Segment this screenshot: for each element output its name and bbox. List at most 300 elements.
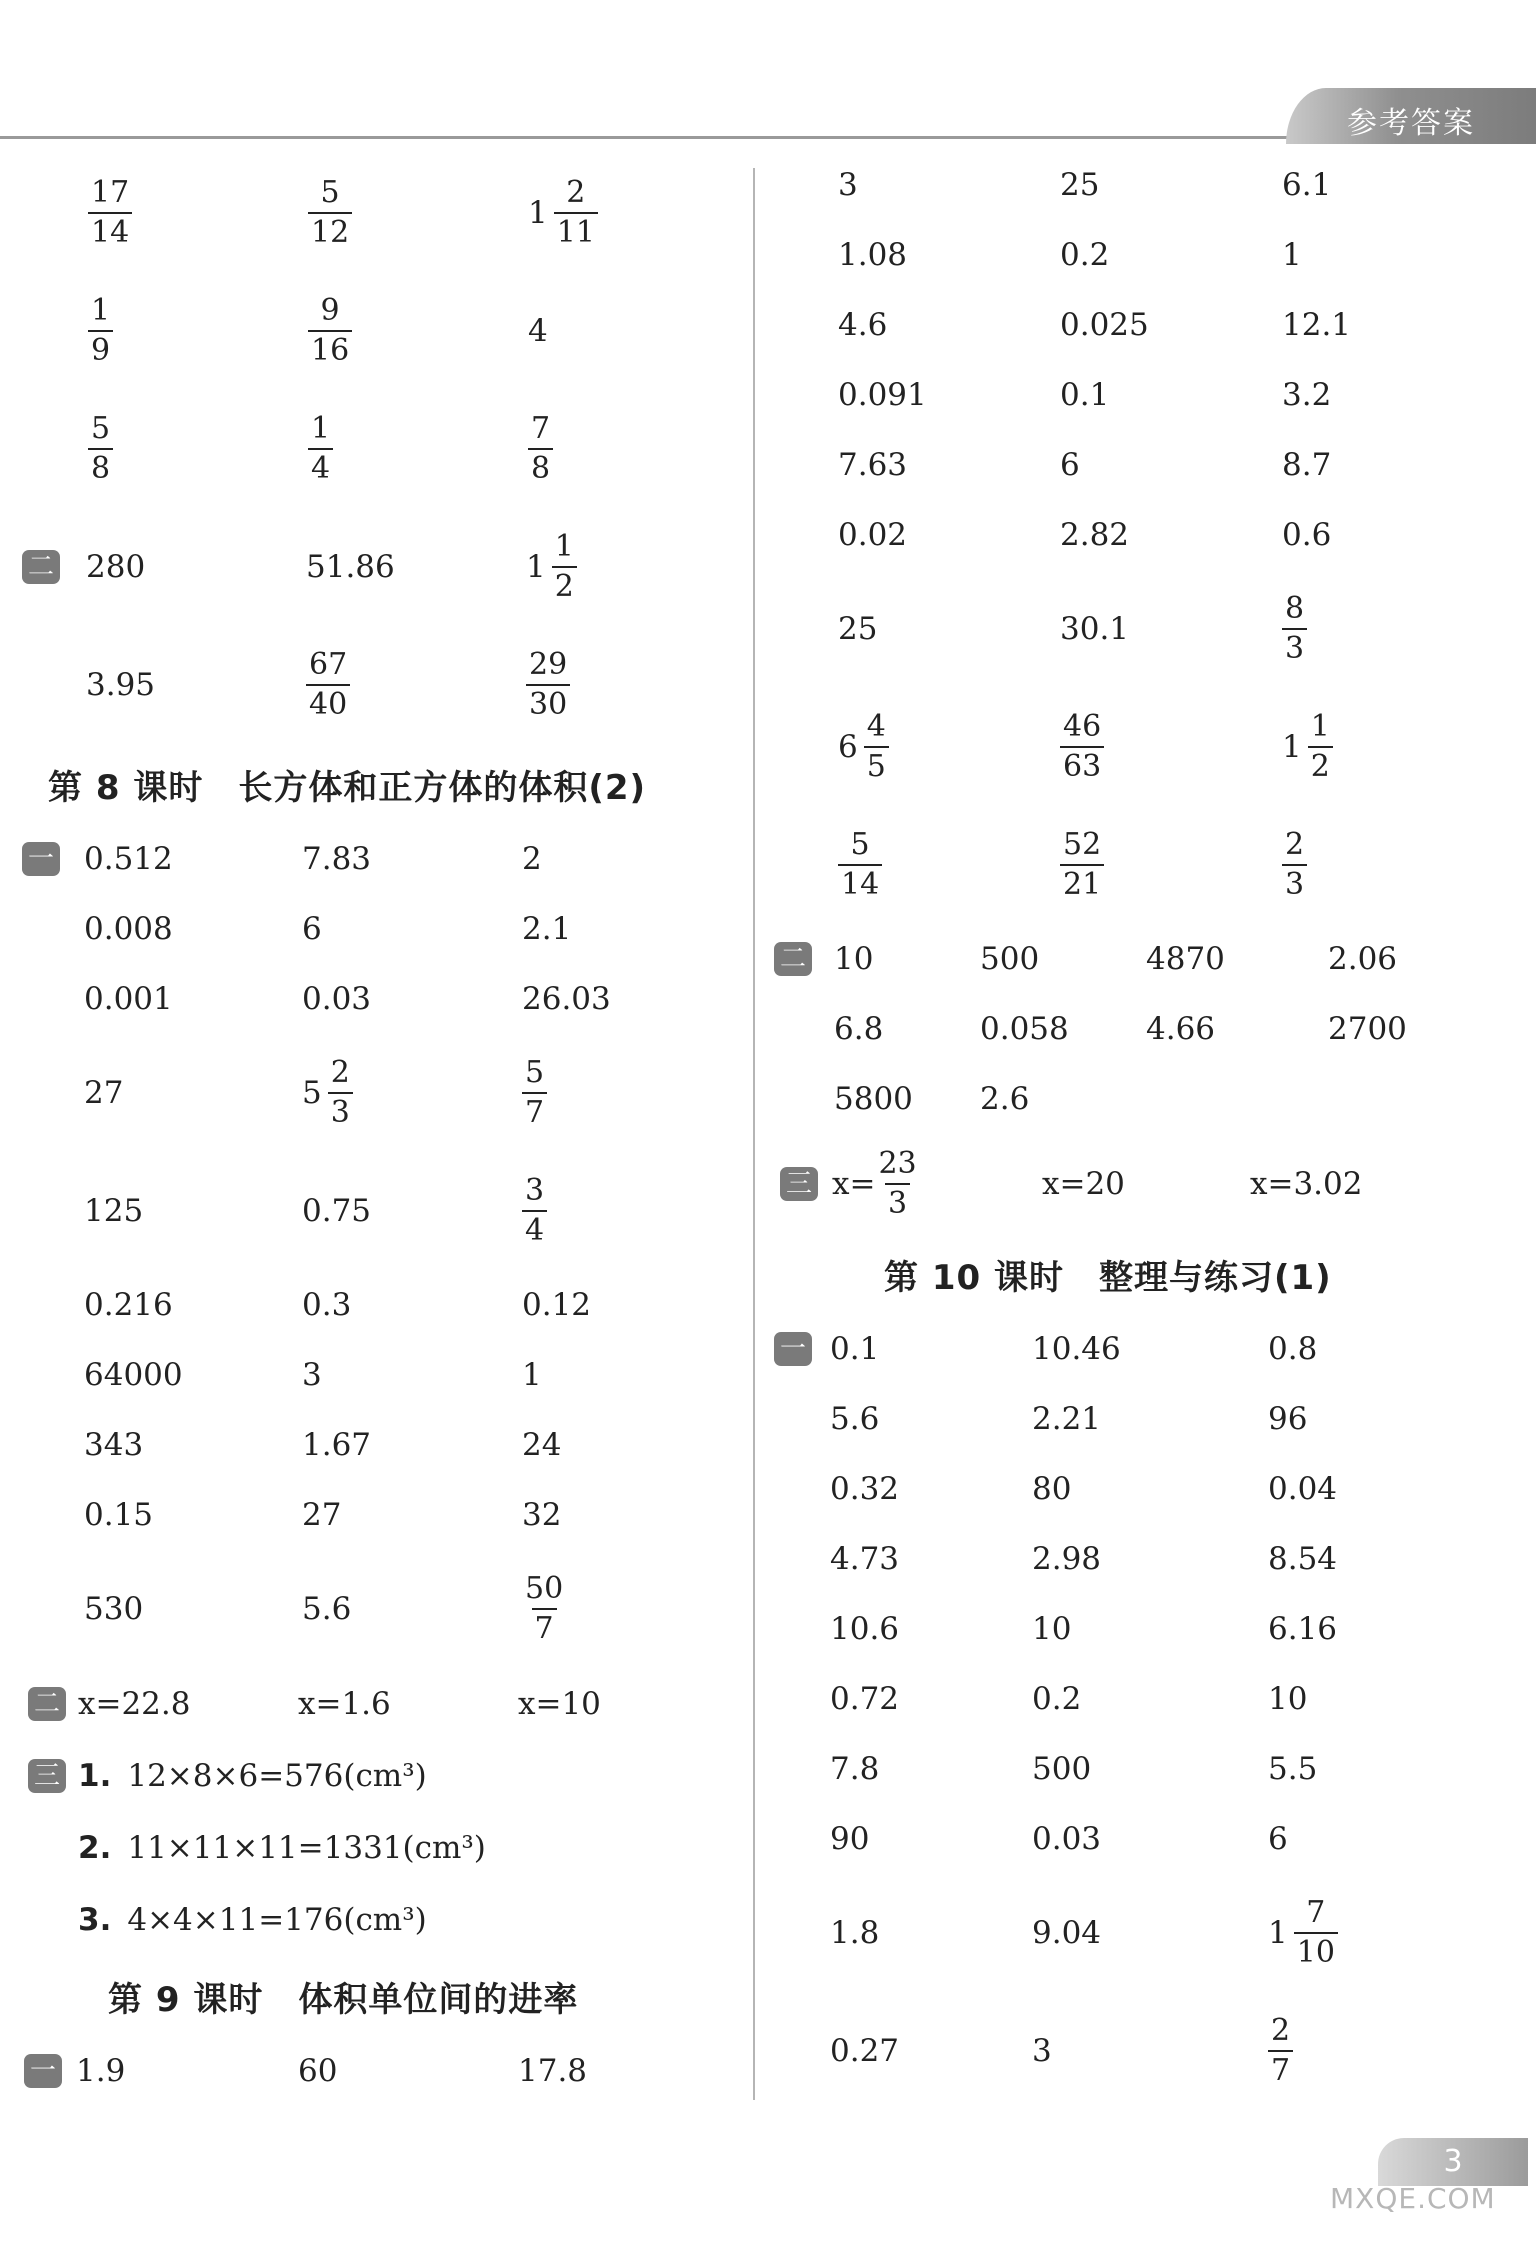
fraction-answer bbox=[306, 647, 350, 722]
answer-cell bbox=[306, 626, 350, 744]
denominator: 14 bbox=[838, 864, 882, 900]
right-part-three bbox=[780, 1134, 1510, 1234]
answer-row bbox=[780, 1734, 1510, 1804]
answer-cell bbox=[838, 688, 889, 806]
fraction bbox=[522, 1173, 547, 1248]
answer-cell bbox=[528, 390, 553, 508]
numerator: 67 bbox=[309, 647, 348, 682]
answer-cell bbox=[84, 1550, 143, 1668]
numerator: 9 bbox=[320, 293, 340, 328]
denominator: 12 bbox=[308, 212, 352, 248]
answer-value: 1.8 bbox=[830, 1915, 880, 1951]
lesson-8-title: 第 8 课时 长方体和正方体的体积(2) bbox=[48, 767, 647, 808]
answer-row bbox=[28, 154, 738, 272]
denominator: 8 bbox=[528, 448, 553, 484]
answer-cell bbox=[838, 500, 907, 570]
fraction bbox=[328, 1055, 353, 1130]
answer-row bbox=[780, 360, 1510, 430]
column-divider bbox=[753, 168, 755, 2100]
answer-row bbox=[28, 1550, 738, 1668]
whole-part: 1 bbox=[528, 195, 548, 231]
right-column bbox=[780, 150, 1510, 2110]
answer-cell bbox=[302, 1340, 322, 1410]
mixed-number bbox=[528, 175, 598, 250]
answer-value: 0.001 bbox=[84, 981, 173, 1017]
denominator: 16 bbox=[308, 330, 352, 366]
denominator: 7 bbox=[522, 1092, 547, 1128]
fraction bbox=[308, 293, 352, 368]
answer-cell bbox=[84, 1340, 183, 1410]
denominator: 11 bbox=[554, 212, 598, 248]
answer-value: 6.8 bbox=[834, 1011, 884, 1047]
equation-answer: x=20 bbox=[1042, 1166, 1125, 1202]
fraction bbox=[838, 827, 882, 902]
answer-value: 0.72 bbox=[830, 1681, 900, 1717]
answer-key-tab bbox=[1286, 88, 1536, 144]
answer-value: 1 bbox=[522, 1357, 542, 1393]
answer-cell bbox=[830, 1384, 879, 1454]
solution-text: 12×8×6=576(cm³) bbox=[127, 1758, 427, 1794]
answer-value: 4.6 bbox=[838, 307, 888, 343]
answer-cell bbox=[838, 806, 882, 924]
numerator: 7 bbox=[531, 411, 551, 446]
right-part-two bbox=[780, 924, 1510, 1134]
answer-cell bbox=[1268, 1804, 1288, 1874]
answer-value: 0.6 bbox=[1282, 517, 1332, 553]
answer-cell bbox=[980, 924, 1039, 994]
answer-cell bbox=[838, 570, 877, 688]
fraction bbox=[864, 709, 889, 784]
answer-value: 0.03 bbox=[302, 981, 372, 1017]
answer-value: 3 bbox=[838, 167, 858, 203]
fraction bbox=[528, 411, 553, 486]
denominator: 8 bbox=[88, 448, 113, 484]
answer-row bbox=[28, 1410, 738, 1480]
answer-cell bbox=[838, 150, 858, 220]
mixed-number bbox=[1268, 1895, 1338, 1970]
fraction bbox=[552, 529, 577, 604]
answer-cell bbox=[522, 1152, 547, 1270]
answer-cell bbox=[1282, 500, 1331, 570]
numerator: 2 bbox=[566, 175, 586, 210]
answer-row bbox=[780, 1064, 1510, 1134]
answer-row bbox=[780, 806, 1510, 924]
numerator: 29 bbox=[529, 647, 568, 682]
mixed-number bbox=[838, 709, 889, 784]
answer-cell bbox=[838, 360, 927, 430]
answer-value: 0.2 bbox=[1032, 1681, 1082, 1717]
lesson-9-title: 第 9 课时 体积单位间的进率 bbox=[108, 1979, 579, 2020]
lesson-9-part-one bbox=[28, 2036, 738, 2106]
answer-row bbox=[780, 994, 1510, 1064]
numerator: 5 bbox=[320, 175, 340, 210]
answer-value: 0.12 bbox=[522, 1287, 592, 1323]
denominator: 2 bbox=[1308, 746, 1333, 782]
numerator: 2 bbox=[1285, 827, 1305, 862]
answer-value: 26.03 bbox=[522, 981, 611, 1017]
answer-row bbox=[780, 290, 1510, 360]
denominator: 14 bbox=[88, 212, 132, 248]
answer-row bbox=[28, 1152, 738, 1270]
answer-row bbox=[780, 570, 1510, 688]
answer-row bbox=[780, 1804, 1510, 1874]
answer-row bbox=[28, 1034, 738, 1152]
fraction-answer bbox=[1268, 2013, 1293, 2088]
answer-value: 530 bbox=[84, 1591, 144, 1627]
answer-cell bbox=[1060, 688, 1104, 806]
answer-value: 10 bbox=[1032, 1611, 1072, 1647]
answer-row bbox=[780, 1524, 1510, 1594]
answer-cell bbox=[88, 272, 113, 390]
fraction bbox=[306, 647, 350, 722]
solution-expression bbox=[78, 1884, 427, 1956]
answer-cell bbox=[838, 220, 907, 290]
fraction-answer bbox=[88, 411, 113, 486]
solution-line bbox=[28, 1812, 738, 1884]
answer-value: 2.6 bbox=[980, 1081, 1030, 1117]
answer-cell bbox=[522, 1480, 561, 1550]
answer-value: 343 bbox=[84, 1427, 144, 1463]
answer-cell bbox=[1032, 1594, 1071, 1664]
fraction-answer bbox=[522, 1055, 547, 1130]
answer-cell bbox=[84, 894, 173, 964]
whole-part: 1 bbox=[1282, 729, 1302, 765]
answer-cell bbox=[980, 1064, 1029, 1134]
answer-cell bbox=[1268, 1594, 1337, 1664]
answer-value: 0.025 bbox=[1060, 307, 1149, 343]
answer-row bbox=[780, 1992, 1510, 2110]
answer-cell bbox=[1268, 1454, 1337, 1524]
answer-value: 5.6 bbox=[302, 1591, 352, 1627]
answer-row bbox=[780, 1454, 1510, 1524]
answer-cell bbox=[522, 824, 542, 894]
answer-value: 0.091 bbox=[838, 377, 927, 413]
page-header bbox=[0, 0, 1536, 145]
denominator: 3 bbox=[1282, 628, 1307, 664]
denominator: 21 bbox=[1060, 864, 1104, 900]
solution-expression bbox=[78, 1812, 486, 1884]
fraction bbox=[88, 175, 132, 250]
part-badge: 二 bbox=[774, 942, 812, 976]
numerator: 5 bbox=[91, 411, 111, 446]
answer-cell bbox=[1268, 1524, 1337, 1594]
answer-cell bbox=[980, 994, 1069, 1064]
whole-part: 1 bbox=[1268, 1915, 1288, 1951]
fraction bbox=[1060, 827, 1104, 902]
fraction-answer bbox=[1060, 709, 1104, 784]
answer-cell bbox=[1268, 1384, 1307, 1454]
answer-cell bbox=[1328, 924, 1397, 994]
denominator: 2 bbox=[552, 566, 577, 602]
answer-value: 0.2 bbox=[1060, 237, 1110, 273]
answer-cell bbox=[830, 1524, 899, 1594]
lesson-8-part-one bbox=[28, 824, 738, 1668]
answer-row bbox=[780, 1384, 1510, 1454]
fraction bbox=[88, 411, 113, 486]
equation-answer: x=10 bbox=[518, 1686, 601, 1722]
answer-value: 5800 bbox=[834, 1081, 913, 1117]
fraction-answer bbox=[526, 647, 570, 722]
answer-row bbox=[28, 1340, 738, 1410]
answer-value: 25 bbox=[838, 611, 878, 647]
answer-value: 6.1 bbox=[1282, 167, 1332, 203]
answer-value: 0.1 bbox=[1060, 377, 1110, 413]
answer-cell bbox=[302, 1270, 351, 1340]
denominator: 9 bbox=[88, 330, 113, 366]
mixed-number bbox=[1282, 709, 1333, 784]
answer-cell bbox=[86, 626, 155, 744]
answer-cell bbox=[88, 390, 113, 508]
part-badge: 一 bbox=[774, 1332, 812, 1366]
denominator: 7 bbox=[1268, 2050, 1293, 2086]
answer-cell bbox=[522, 1270, 591, 1340]
answer-cell bbox=[1032, 1664, 1081, 1734]
mixed-number bbox=[302, 1055, 353, 1130]
equation-lhs: x= bbox=[832, 1166, 876, 1202]
whole-part: 1 bbox=[526, 549, 546, 585]
whole-part: 6 bbox=[838, 729, 858, 765]
answer-value: 24 bbox=[522, 1427, 562, 1463]
fraction bbox=[308, 411, 333, 486]
answer-value: 4.66 bbox=[1146, 1011, 1216, 1047]
answer-cell bbox=[84, 1270, 173, 1340]
answer-value: 2.98 bbox=[1032, 1541, 1102, 1577]
answer-cell bbox=[302, 824, 371, 894]
answer-cell bbox=[528, 154, 598, 272]
fraction-answer bbox=[308, 293, 352, 368]
answer-cell bbox=[84, 1152, 143, 1270]
fraction bbox=[875, 1146, 919, 1221]
equation-answer: x=22.8 bbox=[78, 1686, 191, 1722]
numerator: 7 bbox=[1306, 1895, 1326, 1930]
answer-row bbox=[28, 508, 738, 626]
answer-value: 0.32 bbox=[830, 1471, 900, 1507]
answer-value: 2.21 bbox=[1032, 1401, 1102, 1437]
lesson-10-part-one bbox=[780, 1314, 1510, 2110]
denominator: 3 bbox=[1282, 864, 1307, 900]
numerator: 8 bbox=[1285, 591, 1305, 626]
numerator: 2 bbox=[1271, 2013, 1291, 2048]
answer-cell bbox=[1146, 994, 1215, 1064]
watermark: MXQE.COM bbox=[1330, 2182, 1496, 2215]
answer-value: 10.6 bbox=[830, 1611, 900, 1647]
answer-value: 1.67 bbox=[302, 1427, 372, 1463]
answer-cell bbox=[1282, 570, 1307, 688]
denominator: 4 bbox=[522, 1210, 547, 1246]
answer-cell bbox=[830, 1734, 879, 1804]
answer-cell bbox=[830, 1594, 899, 1664]
answer-value: 125 bbox=[84, 1193, 144, 1229]
answer-value: 27 bbox=[302, 1497, 342, 1533]
answer-cell bbox=[834, 1064, 913, 1134]
answer-value: 10.46 bbox=[1032, 1331, 1121, 1367]
answer-row bbox=[780, 688, 1510, 806]
lesson-8-part-two bbox=[28, 1668, 738, 1740]
answer-cell bbox=[1268, 1874, 1338, 1992]
answer-cell bbox=[1060, 806, 1104, 924]
answer-value: 30.1 bbox=[1060, 611, 1130, 647]
mixed-number bbox=[526, 529, 577, 604]
answer-value: 0.8 bbox=[1268, 1331, 1318, 1367]
part-badge: 一 bbox=[22, 842, 60, 876]
answer-row bbox=[28, 964, 738, 1034]
left-part-two bbox=[28, 508, 738, 744]
answer-value: 25 bbox=[1060, 167, 1100, 203]
fraction bbox=[526, 647, 570, 722]
answer-value: 10 bbox=[834, 941, 874, 977]
denominator: 30 bbox=[526, 684, 570, 720]
answer-row bbox=[780, 1314, 1510, 1384]
answer-value: 500 bbox=[980, 941, 1040, 977]
denominator: 40 bbox=[306, 684, 350, 720]
fraction bbox=[522, 1055, 547, 1130]
answer-value: 5.6 bbox=[830, 1401, 880, 1437]
denominator: 3 bbox=[885, 1183, 910, 1219]
answer-cell bbox=[1032, 1874, 1101, 1992]
answer-value: 1.9 bbox=[76, 2053, 126, 2089]
answer-row bbox=[780, 1594, 1510, 1664]
fraction-answer bbox=[838, 827, 882, 902]
answer-cell bbox=[86, 508, 145, 626]
denominator: 3 bbox=[328, 1092, 353, 1128]
answer-value: 8.54 bbox=[1268, 1541, 1338, 1577]
numerator: 52 bbox=[1063, 827, 1102, 862]
numerator: 17 bbox=[91, 175, 130, 210]
answer-cell bbox=[830, 1804, 869, 1874]
answer-value: 6 bbox=[302, 911, 322, 947]
answer-cell bbox=[1146, 924, 1225, 994]
answer-cell bbox=[1282, 290, 1351, 360]
fraction bbox=[554, 175, 598, 250]
answer-value: 7.83 bbox=[302, 841, 372, 877]
answer-cell bbox=[522, 1340, 542, 1410]
answer-value: 0.15 bbox=[84, 1497, 154, 1533]
answer-cell bbox=[1060, 220, 1109, 290]
answer-value: 0.02 bbox=[838, 517, 908, 553]
lesson-10-title: 第 10 课时 整理与练习(1) bbox=[884, 1257, 1332, 1298]
answer-cell bbox=[830, 1454, 899, 1524]
fraction bbox=[1282, 827, 1307, 902]
numerator: 46 bbox=[1063, 709, 1102, 744]
solution-text: 4×4×11=176(cm³) bbox=[127, 1902, 427, 1938]
answer-cell bbox=[522, 1550, 566, 1668]
answer-value: 9.04 bbox=[1032, 1915, 1102, 1951]
answer-row bbox=[780, 500, 1510, 570]
answer-value: 0.75 bbox=[302, 1193, 372, 1229]
answer-cell bbox=[84, 1034, 123, 1152]
denominator: 10 bbox=[1294, 1932, 1338, 1968]
equation-answer: x=3.02 bbox=[1250, 1166, 1363, 1202]
numerator: 23 bbox=[878, 1146, 917, 1181]
answer-cell bbox=[834, 994, 883, 1064]
answer-value: 80 bbox=[1032, 1471, 1072, 1507]
solution-text: 11×11×11=1331(cm³) bbox=[127, 1830, 486, 1866]
answer-value: 1.08 bbox=[838, 237, 908, 273]
answer-cell bbox=[1282, 220, 1302, 290]
answer-cell bbox=[1032, 1384, 1101, 1454]
lesson-8-part-three bbox=[28, 1740, 738, 1956]
numerator: 50 bbox=[525, 1571, 564, 1606]
answer-cell bbox=[1268, 1734, 1317, 1804]
fraction bbox=[1294, 1895, 1338, 1970]
answer-cell bbox=[306, 508, 395, 626]
answer-value: 60 bbox=[298, 2053, 338, 2089]
answer-cell bbox=[1282, 430, 1331, 500]
answer-value: 2 bbox=[522, 841, 542, 877]
answer-cell bbox=[302, 964, 371, 1034]
answer-value: 4870 bbox=[1146, 941, 1225, 977]
answer-cell bbox=[522, 964, 611, 1034]
fraction bbox=[1282, 591, 1307, 666]
solution-expression bbox=[78, 1740, 427, 1812]
solution-line bbox=[28, 1884, 738, 1956]
fraction-answer bbox=[522, 1173, 547, 1248]
left-column bbox=[28, 154, 738, 2106]
answer-row bbox=[28, 626, 738, 744]
solution-line bbox=[28, 1740, 738, 1812]
answer-row bbox=[780, 924, 1510, 994]
numerator: 1 bbox=[91, 293, 111, 328]
answer-cell bbox=[1282, 688, 1333, 806]
equation-answer bbox=[832, 1134, 920, 1234]
answer-cell bbox=[1268, 1314, 1317, 1384]
fraction-answer bbox=[528, 411, 553, 486]
denominator: 4 bbox=[308, 448, 333, 484]
answer-value: 2.06 bbox=[1328, 941, 1398, 977]
fraction bbox=[1268, 2013, 1293, 2088]
answer-cell bbox=[1268, 1992, 1293, 2110]
answer-cell bbox=[830, 1992, 899, 2110]
answer-cell bbox=[302, 1550, 351, 1668]
answer-cell bbox=[302, 1152, 371, 1270]
item-number: 3. bbox=[78, 1902, 112, 1938]
answer-value: 500 bbox=[1032, 1751, 1092, 1787]
numerator: 1 bbox=[554, 529, 574, 564]
answer-value: 51.86 bbox=[306, 549, 395, 585]
answer-value: 0.27 bbox=[830, 2033, 900, 2069]
answer-cell bbox=[830, 1874, 879, 1992]
answer-cell bbox=[1060, 150, 1099, 220]
answer-row bbox=[28, 824, 738, 894]
numerator: 2 bbox=[330, 1055, 350, 1090]
numerator: 5 bbox=[850, 827, 870, 862]
fraction-answer bbox=[1282, 827, 1307, 902]
answer-value: 0.512 bbox=[84, 841, 173, 877]
answer-cell bbox=[302, 1410, 371, 1480]
answer-cell bbox=[308, 390, 333, 508]
answer-cell bbox=[1268, 1664, 1307, 1734]
answer-cell bbox=[1032, 1992, 1052, 2110]
answer-cell bbox=[84, 1480, 153, 1550]
answer-cell bbox=[528, 272, 548, 390]
answer-value: 27 bbox=[84, 1075, 124, 1111]
answer-value: 7.63 bbox=[838, 447, 908, 483]
numerator: 1 bbox=[311, 411, 331, 446]
answer-cell bbox=[302, 1480, 341, 1550]
answer-cell bbox=[522, 1410, 561, 1480]
answer-value: 1 bbox=[1282, 237, 1302, 273]
answer-row bbox=[28, 390, 738, 508]
answer-cell bbox=[1032, 1804, 1101, 1874]
answer-value: 0.03 bbox=[1032, 1821, 1102, 1857]
answer-value: 3 bbox=[1032, 2033, 1052, 2069]
answer-cell bbox=[834, 924, 873, 994]
answer-cell bbox=[84, 1410, 143, 1480]
part-badge: 二 bbox=[22, 550, 60, 584]
answer-value: 0.04 bbox=[1268, 1471, 1338, 1507]
whole-part: 5 bbox=[302, 1075, 322, 1111]
numerator: 4 bbox=[866, 709, 886, 744]
